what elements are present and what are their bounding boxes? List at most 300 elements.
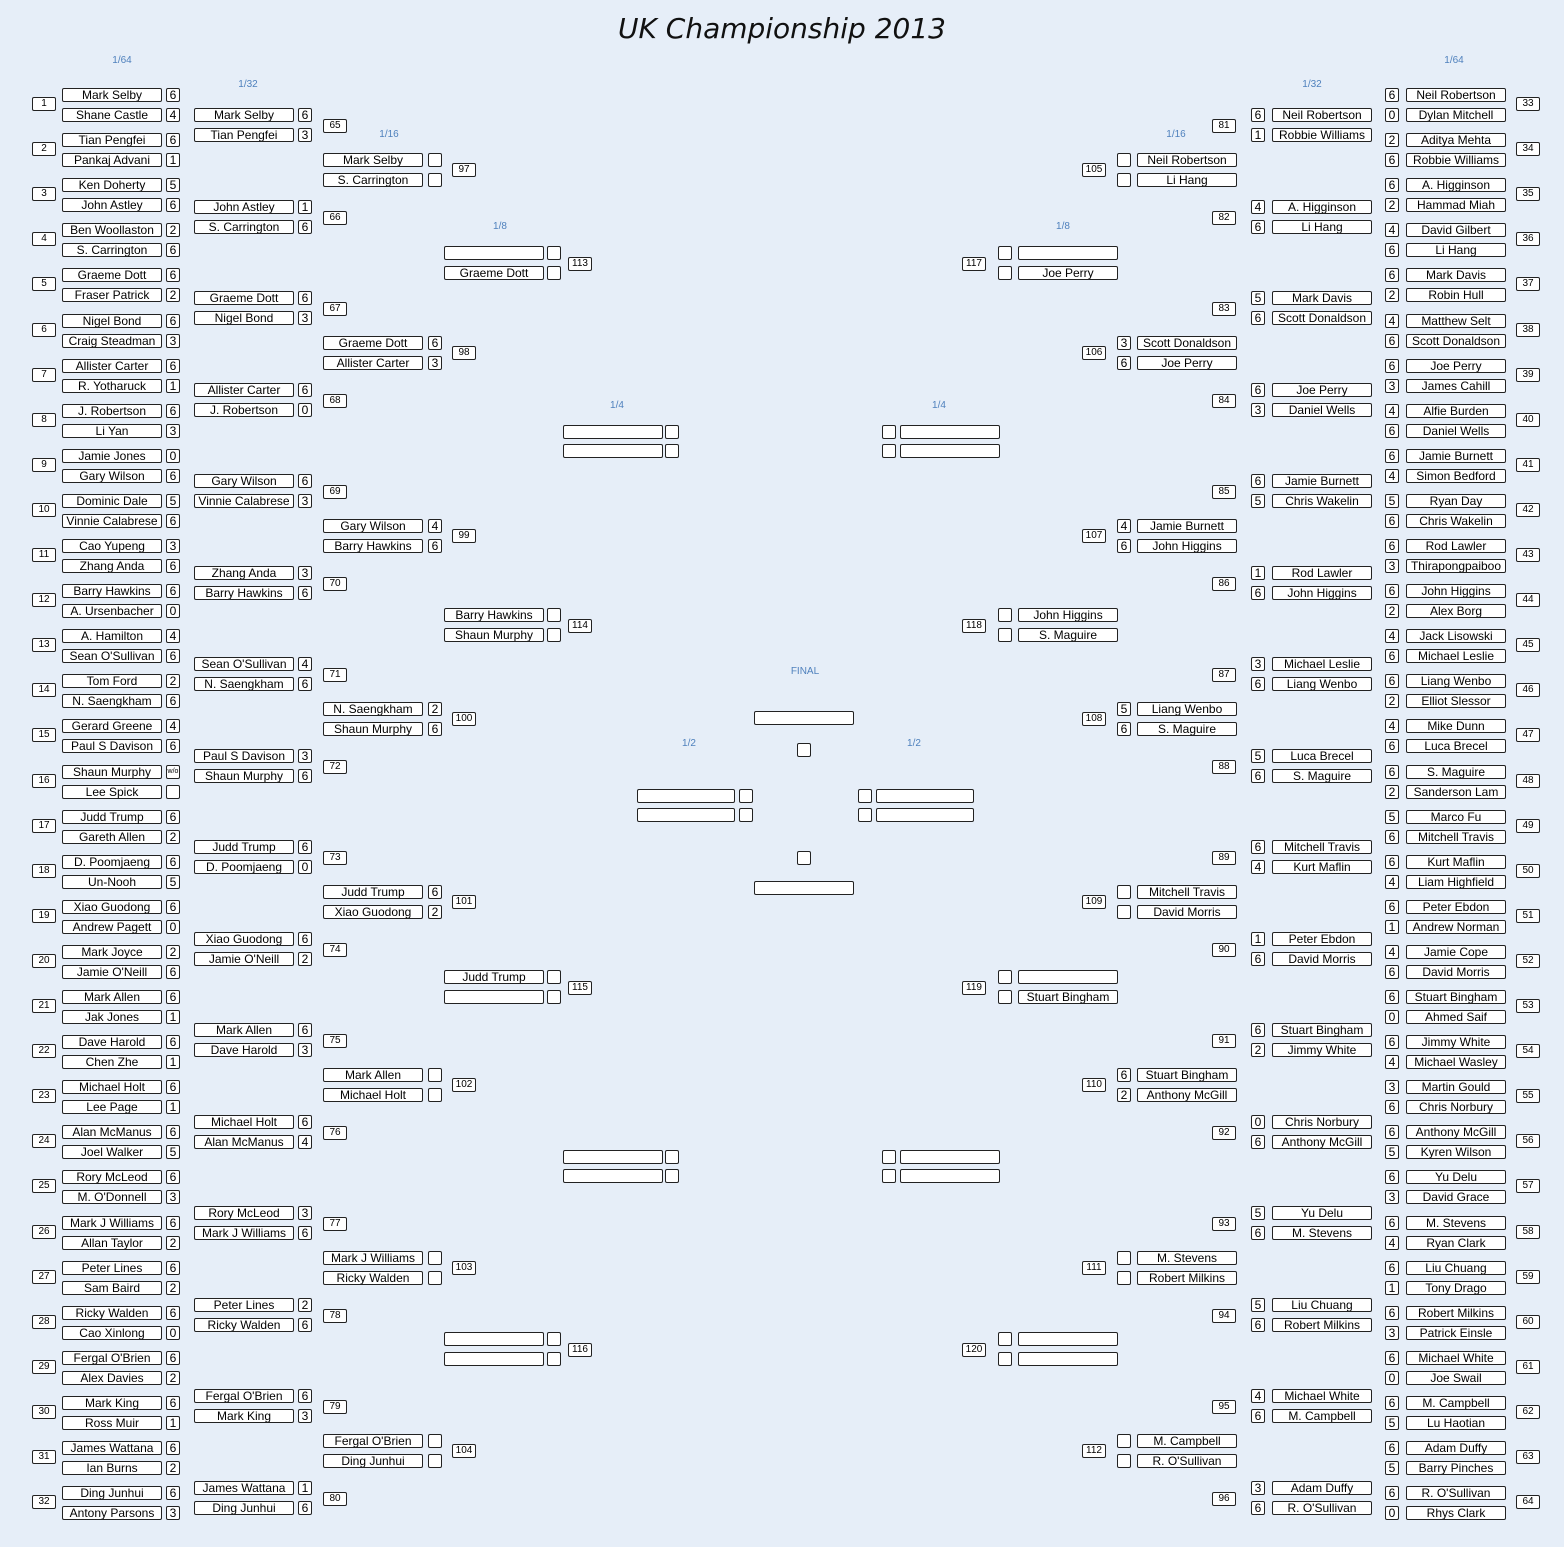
match-number-left-r64-4: 69 xyxy=(323,485,347,499)
match-number-left-r128-21: 22 xyxy=(32,1044,56,1058)
player-name-right-r128-16-1: Marco Fu xyxy=(1406,810,1506,824)
score-left-r64-2-1: 6 xyxy=(298,291,312,305)
score-left-r64-5-1: 3 xyxy=(298,566,312,580)
player-name-right-r64-13-2: Robert Milkins xyxy=(1272,1318,1372,1332)
player-name-left-r128-18-1: Xiao Guodong xyxy=(62,900,162,914)
score-left-qf-0-2 xyxy=(665,444,679,458)
match-number-left-r64-6: 71 xyxy=(323,668,347,682)
match-number-left-r64-0: 65 xyxy=(323,119,347,133)
score-right-r32-4-2 xyxy=(1117,905,1131,919)
player-name-right-r32-7-2: R. O'Sullivan xyxy=(1137,1454,1237,1468)
player-name-right-r128-18-2: Andrew Norman xyxy=(1406,920,1506,934)
round-label-left-sf: 1/2 xyxy=(682,738,696,749)
player-name-left-r64-2-2: Nigel Bond xyxy=(194,311,294,325)
player-name-right-r128-28-1: Michael White xyxy=(1406,1351,1506,1365)
player-name-right-r64-6-1: Michael Leslie xyxy=(1272,657,1372,671)
player-name-left-r128-1-1: Tian Pengfei xyxy=(62,133,162,147)
score-left-r32-2-2: 6 xyxy=(428,539,442,553)
score-right-r128-30-1: 6 xyxy=(1385,1441,1399,1455)
player-name-left-r128-29-1: Mark King xyxy=(62,1396,162,1410)
match-number-left-r64-9: 74 xyxy=(323,943,347,957)
score-right-r128-13-2: 2 xyxy=(1385,694,1399,708)
score-left-r128-16-1: 6 xyxy=(166,810,180,824)
match-number-left-r128-7: 8 xyxy=(32,413,56,427)
player-name-left-r128-24-2: M. O'Donnell xyxy=(62,1190,162,1204)
player-name-left-r16-2-2 xyxy=(444,990,544,1004)
score-right-r64-1-1: 4 xyxy=(1251,200,1265,214)
player-name-left-r128-22-1: Michael Holt xyxy=(62,1080,162,1094)
score-left-r128-1-1: 6 xyxy=(166,133,180,147)
player-name-right-r64-0-2: Robbie Williams xyxy=(1272,128,1372,142)
score-right-r128-27-2: 3 xyxy=(1385,1326,1399,1340)
score-left-r128-6-2: 1 xyxy=(166,379,180,393)
score-left-r128-31-1: 6 xyxy=(166,1486,180,1500)
score-right-r128-30-2: 5 xyxy=(1385,1461,1399,1475)
match-number-right-r128-29: 62 xyxy=(1516,1405,1540,1419)
player-name-right-qf-1-2 xyxy=(900,1169,1000,1183)
score-right-r64-13-2: 6 xyxy=(1251,1318,1265,1332)
score-left-r32-0-2 xyxy=(428,173,442,187)
score-left-r64-4-2: 3 xyxy=(298,494,312,508)
match-number-right-r128-7: 40 xyxy=(1516,413,1540,427)
score-left-r32-3-2: 6 xyxy=(428,722,442,736)
player-name-left-r128-25-1: Mark J Williams xyxy=(62,1216,162,1230)
match-number-left-r16-0: 113 xyxy=(568,257,592,271)
player-name-left-r128-7-2: Li Yan xyxy=(62,424,162,438)
score-left-r64-1-2: 6 xyxy=(298,220,312,234)
score-left-r64-11-2: 4 xyxy=(298,1135,312,1149)
score-left-r128-17-2: 5 xyxy=(166,875,180,889)
score-right-r64-6-2: 6 xyxy=(1251,677,1265,691)
score-right-r128-13-1: 6 xyxy=(1385,674,1399,688)
player-name-right-r64-0-1: Neil Robertson xyxy=(1272,108,1372,122)
player-name-left-r128-0-1: Mark Selby xyxy=(62,88,162,102)
score-right-r128-7-2: 6 xyxy=(1385,424,1399,438)
match-number-right-r32-5: 110 xyxy=(1082,1078,1106,1092)
score-left-r64-3-2: 0 xyxy=(298,403,312,417)
match-number-right-r128-3: 36 xyxy=(1516,232,1540,246)
match-number-left-r128-30: 31 xyxy=(32,1450,56,1464)
player-name-left-r32-2-2: Barry Hawkins xyxy=(323,539,423,553)
score-right-r64-14-2: 6 xyxy=(1251,1409,1265,1423)
score-right-r64-12-1: 5 xyxy=(1251,1206,1265,1220)
player-name-right-r64-12-2: M. Stevens xyxy=(1272,1226,1372,1240)
player-name-left-r32-2-1: Gary Wilson xyxy=(323,519,423,533)
score-left-qf-1-2 xyxy=(665,1169,679,1183)
player-name-left-r64-10-1: Mark Allen xyxy=(194,1023,294,1037)
player-name-right-r128-30-2: Barry Pinches xyxy=(1406,1461,1506,1475)
player-name-right-r64-14-1: Michael White xyxy=(1272,1389,1372,1403)
player-name-left-r64-11-1: Michael Holt xyxy=(194,1115,294,1129)
player-name-right-r128-9-2: Chris Wakelin xyxy=(1406,514,1506,528)
match-number-left-r64-10: 75 xyxy=(323,1034,347,1048)
score-left-r16-0-1 xyxy=(547,246,561,260)
round-label-left-r128: 1/64 xyxy=(112,55,132,66)
player-name-right-r32-0-1: Neil Robertson xyxy=(1137,153,1237,167)
player-name-right-r64-6-2: Liang Wenbo xyxy=(1272,677,1372,691)
match-number-left-r128-15: 16 xyxy=(32,774,56,788)
player-name-left-r64-3-2: J. Robertson xyxy=(194,403,294,417)
score-right-r128-2-1: 6 xyxy=(1385,178,1399,192)
player-name-right-r128-22-2: Chris Norbury xyxy=(1406,1100,1506,1114)
score-left-r64-9-1: 6 xyxy=(298,932,312,946)
score-right-r128-9-1: 5 xyxy=(1385,494,1399,508)
player-name-left-r128-23-2: Joel Walker xyxy=(62,1145,162,1159)
player-name-right-r128-31-1: R. O'Sullivan xyxy=(1406,1486,1506,1500)
player-name-right-r128-14-1: Mike Dunn xyxy=(1406,719,1506,733)
round-label-left-qf: 1/4 xyxy=(610,400,624,411)
score-left-qf-0-1 xyxy=(665,425,679,439)
player-name-right-r128-1-2: Robbie Williams xyxy=(1406,153,1506,167)
match-number-right-r64-7: 88 xyxy=(1212,760,1236,774)
score-right-r64-13-1: 5 xyxy=(1251,1298,1265,1312)
player-name-right-r64-8-1: Mitchell Travis xyxy=(1272,840,1372,854)
player-name-right-r64-15-2: R. O'Sullivan xyxy=(1272,1501,1372,1515)
player-name-right-r128-24-2: David Grace xyxy=(1406,1190,1506,1204)
score-left-r128-7-2: 3 xyxy=(166,424,180,438)
player-name-left-r32-6-1: Mark J Williams xyxy=(323,1251,423,1265)
score-left-r64-10-2: 3 xyxy=(298,1043,312,1057)
player-name-right-r64-2-2: Scott Donaldson xyxy=(1272,311,1372,325)
player-name-right-r32-7-1: M. Campbell xyxy=(1137,1434,1237,1448)
player-name-left-r128-16-1: Judd Trump xyxy=(62,810,162,824)
match-number-right-r128-26: 59 xyxy=(1516,1270,1540,1284)
score-left-r32-7-2 xyxy=(428,1454,442,1468)
match-number-right-r64-14: 95 xyxy=(1212,1400,1236,1414)
match-number-right-r128-2: 35 xyxy=(1516,187,1540,201)
player-name-right-r128-26-2: Tony Drago xyxy=(1406,1281,1506,1295)
match-number-left-r64-3: 68 xyxy=(323,394,347,408)
score-right-r128-6-1: 6 xyxy=(1385,359,1399,373)
score-left-r128-18-1: 6 xyxy=(166,900,180,914)
player-name-left-r64-5-1: Zhang Anda xyxy=(194,566,294,580)
player-name-left-r128-15-1: Shaun Murphy xyxy=(62,765,162,779)
player-name-right-r128-11-1: John Higgins xyxy=(1406,584,1506,598)
score-right-r128-11-1: 6 xyxy=(1385,584,1399,598)
score-right-r16-3-2 xyxy=(998,1352,1012,1366)
player-name-right-r32-5-1: Stuart Bingham xyxy=(1137,1068,1237,1082)
match-number-right-r128-25: 58 xyxy=(1516,1225,1540,1239)
player-name-left-r64-13-2: Ricky Walden xyxy=(194,1318,294,1332)
player-name-left-r32-3-1: N. Saengkham xyxy=(323,702,423,716)
player-name-left-r64-8-1: Judd Trump xyxy=(194,840,294,854)
player-name-left-r128-20-1: Mark Allen xyxy=(62,990,162,1004)
player-name-right-r32-4-2: David Morris xyxy=(1137,905,1237,919)
player-name-right-r128-12-1: Jack Lisowski xyxy=(1406,629,1506,643)
player-name-left-r64-4-2: Vinnie Calabrese xyxy=(194,494,294,508)
match-number-right-r128-23: 56 xyxy=(1516,1134,1540,1148)
score-right-r16-2-1 xyxy=(998,970,1012,984)
match-number-right-r128-17: 50 xyxy=(1516,864,1540,878)
match-number-left-r32-3: 100 xyxy=(452,712,476,726)
score-right-r128-9-2: 6 xyxy=(1385,514,1399,528)
score-right-r128-26-2: 1 xyxy=(1385,1281,1399,1295)
player-name-left-r16-0-2: Graeme Dott xyxy=(444,266,544,280)
match-number-left-r64-15: 80 xyxy=(323,1492,347,1506)
round-label-left-r16: 1/8 xyxy=(493,221,507,232)
score-left-r128-1-2: 1 xyxy=(166,153,180,167)
player-name-left-r64-7-2: Shaun Murphy xyxy=(194,769,294,783)
score-left-r128-12-2: 6 xyxy=(166,649,180,663)
match-number-right-r64-8: 89 xyxy=(1212,851,1236,865)
score-left-r128-17-1: 6 xyxy=(166,855,180,869)
match-number-right-r64-10: 91 xyxy=(1212,1034,1236,1048)
score-left-r32-5-1 xyxy=(428,1068,442,1082)
score-left-r128-3-1: 2 xyxy=(166,223,180,237)
score-left-r128-25-2: 2 xyxy=(166,1236,180,1250)
player-name-left-r32-0-2: S. Carrington xyxy=(323,173,423,187)
score-right-r32-0-1 xyxy=(1117,153,1131,167)
player-name-left-r128-20-2: Jak Jones xyxy=(62,1010,162,1024)
player-name-left-qf-1-2 xyxy=(563,1169,663,1183)
player-name-left-r128-29-2: Ross Muir xyxy=(62,1416,162,1430)
player-name-left-qf-0-1 xyxy=(563,425,663,439)
player-name-left-r64-15-2: Ding Junhui xyxy=(194,1501,294,1515)
score-left-r64-9-2: 2 xyxy=(298,952,312,966)
score-right-r128-26-1: 6 xyxy=(1385,1261,1399,1275)
player-name-right-r128-3-1: David Gilbert xyxy=(1406,223,1506,237)
score-left-r64-8-1: 6 xyxy=(298,840,312,854)
match-number-right-r128-5: 38 xyxy=(1516,323,1540,337)
player-name-left-r128-6-2: R. Yotharuck xyxy=(62,379,162,393)
player-name-right-r128-23-1: Anthony McGill xyxy=(1406,1125,1506,1139)
score-left-r128-19-2: 6 xyxy=(166,965,180,979)
score-left-r128-8-1: 0 xyxy=(166,449,180,463)
player-name-left-r64-1-1: John Astley xyxy=(194,200,294,214)
player-name-left-r64-10-2: Dave Harold xyxy=(194,1043,294,1057)
score-right-r128-20-2: 0 xyxy=(1385,1010,1399,1024)
player-name-left-r64-7-1: Paul S Davison xyxy=(194,749,294,763)
score-right-r64-15-1: 3 xyxy=(1251,1481,1265,1495)
score-right-r64-3-2: 3 xyxy=(1251,403,1265,417)
match-number-left-r128-10: 11 xyxy=(32,548,56,562)
score-right-r128-22-1: 3 xyxy=(1385,1080,1399,1094)
score-left-r128-29-1: 6 xyxy=(166,1396,180,1410)
player-name-left-r32-7-2: Ding Junhui xyxy=(323,1454,423,1468)
score-right-r16-0-2 xyxy=(998,266,1012,280)
player-name-right-r128-8-2: Simon Bedford xyxy=(1406,469,1506,483)
round-label-right-r16: 1/8 xyxy=(1056,221,1070,232)
score-left-r128-5-1: 6 xyxy=(166,314,180,328)
score-left-r128-29-2: 1 xyxy=(166,1416,180,1430)
match-number-right-r64-9: 90 xyxy=(1212,943,1236,957)
player-name-right-r128-18-1: Peter Ebdon xyxy=(1406,900,1506,914)
score-right-r64-9-2: 6 xyxy=(1251,952,1265,966)
score-left-r128-16-2: 2 xyxy=(166,830,180,844)
round-label-right-r32: 1/16 xyxy=(1166,129,1186,140)
player-name-left-r128-11-1: Barry Hawkins xyxy=(62,584,162,598)
match-number-left-r128-9: 10 xyxy=(32,503,56,517)
player-name-right-r64-3-1: Joe Perry xyxy=(1272,383,1372,397)
player-name-right-r128-17-2: Liam Highfield xyxy=(1406,875,1506,889)
player-name-left-r64-12-2: Mark J Williams xyxy=(194,1226,294,1240)
player-name-right-r64-9-1: Peter Ebdon xyxy=(1272,932,1372,946)
player-name-right-r64-11-2: Anthony McGill xyxy=(1272,1135,1372,1149)
player-name-left-r32-4-2: Xiao Guodong xyxy=(323,905,423,919)
round-label-right-r64: 1/32 xyxy=(1302,79,1322,90)
score-right-r32-2-2: 6 xyxy=(1117,539,1131,553)
player-name-right-r16-0-2: Joe Perry xyxy=(1018,266,1118,280)
player-name-right-r32-5-2: Anthony McGill xyxy=(1137,1088,1237,1102)
match-number-right-r32-7: 112 xyxy=(1082,1444,1106,1458)
score-left-r32-3-1: 2 xyxy=(428,702,442,716)
score-left-r64-13-2: 6 xyxy=(298,1318,312,1332)
player-name-right-r128-8-1: Jamie Burnett xyxy=(1406,449,1506,463)
player-name-right-r64-5-1: Rod Lawler xyxy=(1272,566,1372,580)
player-name-right-r128-6-2: James Cahill xyxy=(1406,379,1506,393)
player-name-right-r128-21-2: Michael Wasley xyxy=(1406,1055,1506,1069)
score-right-r128-11-2: 2 xyxy=(1385,604,1399,618)
score-right-r128-15-1: 6 xyxy=(1385,765,1399,779)
match-number-left-r16-2: 115 xyxy=(568,981,592,995)
player-name-left-r128-18-2: Andrew Pagett xyxy=(62,920,162,934)
player-name-right-r16-2-1 xyxy=(1018,970,1118,984)
match-number-left-r128-17: 18 xyxy=(32,864,56,878)
score-right-r64-8-1: 6 xyxy=(1251,840,1265,854)
player-name-left-r128-27-1: Ricky Walden xyxy=(62,1306,162,1320)
player-name-right-r128-13-1: Liang Wenbo xyxy=(1406,674,1506,688)
score-right-r64-4-1: 6 xyxy=(1251,474,1265,488)
player-name-left-qf-1-1 xyxy=(563,1150,663,1164)
player-name-right-r16-3-1 xyxy=(1018,1332,1118,1346)
match-number-right-r128-24: 57 xyxy=(1516,1179,1540,1193)
player-name-right-r32-6-2: Robert Milkins xyxy=(1137,1271,1237,1285)
player-name-left-r128-7-1: J. Robertson xyxy=(62,404,162,418)
score-right-r128-5-1: 4 xyxy=(1385,314,1399,328)
score-right-r64-0-2: 1 xyxy=(1251,128,1265,142)
score-right-r128-20-1: 6 xyxy=(1385,990,1399,1004)
score-left-r128-28-2: 2 xyxy=(166,1371,180,1385)
match-number-right-r16-1: 118 xyxy=(962,619,986,633)
score-left-r16-3-1 xyxy=(547,1332,561,1346)
score-right-r128-8-1: 6 xyxy=(1385,449,1399,463)
match-number-right-r32-6: 111 xyxy=(1082,1261,1106,1275)
player-name-right-r64-13-1: Liu Chuang xyxy=(1272,1298,1372,1312)
player-name-right-r128-20-1: Stuart Bingham xyxy=(1406,990,1506,1004)
score-left-r128-22-2: 1 xyxy=(166,1100,180,1114)
player-name-left-r128-22-2: Lee Page xyxy=(62,1100,162,1114)
player-name-right-r128-15-1: S. Maguire xyxy=(1406,765,1506,779)
player-name-right-r128-13-2: Elliot Slessor xyxy=(1406,694,1506,708)
score-left-r128-10-1: 3 xyxy=(166,539,180,553)
match-number-right-r128-12: 45 xyxy=(1516,638,1540,652)
match-number-right-r128-4: 37 xyxy=(1516,277,1540,291)
player-name-left-r128-13-2: N. Saengkham xyxy=(62,694,162,708)
score-right-r32-4-1 xyxy=(1117,885,1131,899)
score-left-r64-15-2: 6 xyxy=(298,1501,312,1515)
score-right-r128-12-2: 6 xyxy=(1385,649,1399,663)
final-player-1 xyxy=(754,711,854,725)
player-name-left-r32-7-1: Fergal O'Brien xyxy=(323,1434,423,1448)
player-name-right-r32-3-2: S. Maguire xyxy=(1137,722,1237,736)
score-left-r128-30-1: 6 xyxy=(166,1441,180,1455)
score-left-r128-2-1: 5 xyxy=(166,178,180,192)
score-right-sf-0-1 xyxy=(858,789,872,803)
player-name-left-qf-0-2 xyxy=(563,444,663,458)
final-score-2 xyxy=(797,851,811,865)
score-right-r64-11-2: 6 xyxy=(1251,1135,1265,1149)
score-left-r128-0-2: 4 xyxy=(166,108,180,122)
score-right-r128-18-1: 6 xyxy=(1385,900,1399,914)
score-left-r128-24-1: 6 xyxy=(166,1170,180,1184)
score-right-qf-1-1 xyxy=(882,1150,896,1164)
player-name-left-r64-11-2: Alan McManus xyxy=(194,1135,294,1149)
match-number-right-r128-14: 47 xyxy=(1516,728,1540,742)
player-name-right-qf-0-1 xyxy=(900,425,1000,439)
player-name-right-r128-2-2: Hammad Miah xyxy=(1406,198,1506,212)
match-number-right-r64-1: 82 xyxy=(1212,211,1236,225)
match-number-left-r64-11: 76 xyxy=(323,1126,347,1140)
match-number-left-r128-0: 1 xyxy=(32,97,56,111)
player-name-left-r16-1-2: Shaun Murphy xyxy=(444,628,544,642)
score-right-r128-31-2: 0 xyxy=(1385,1506,1399,1520)
player-name-right-r32-1-1: Scott Donaldson xyxy=(1137,336,1237,350)
score-right-qf-0-1 xyxy=(882,425,896,439)
player-name-right-sf-0-1 xyxy=(876,789,974,803)
score-right-r16-2-2 xyxy=(998,990,1012,1004)
player-name-left-r128-5-2: Craig Steadman xyxy=(62,334,162,348)
player-name-right-r128-17-1: Kurt Maflin xyxy=(1406,855,1506,869)
score-left-r32-1-1: 6 xyxy=(428,336,442,350)
match-number-left-r128-2: 3 xyxy=(32,187,56,201)
score-right-r64-7-2: 6 xyxy=(1251,769,1265,783)
match-number-left-r128-24: 25 xyxy=(32,1179,56,1193)
match-number-right-r64-0: 81 xyxy=(1212,119,1236,133)
player-name-left-sf-0-1 xyxy=(637,789,735,803)
match-number-right-r128-19: 52 xyxy=(1516,954,1540,968)
score-right-r32-1-1: 3 xyxy=(1117,336,1131,350)
match-number-left-r128-1: 2 xyxy=(32,142,56,156)
score-right-r32-6-2 xyxy=(1117,1271,1131,1285)
score-left-r64-11-1: 6 xyxy=(298,1115,312,1129)
score-left-r128-20-1: 6 xyxy=(166,990,180,1004)
match-number-left-r32-1: 98 xyxy=(452,346,476,360)
score-left-r64-0-1: 6 xyxy=(298,108,312,122)
match-number-left-r128-22: 23 xyxy=(32,1089,56,1103)
player-name-right-qf-1-1 xyxy=(900,1150,1000,1164)
player-name-left-r128-14-2: Paul S Davison xyxy=(62,739,162,753)
match-number-right-r128-8: 41 xyxy=(1516,458,1540,472)
score-right-r128-5-2: 6 xyxy=(1385,334,1399,348)
player-name-right-r128-26-1: Liu Chuang xyxy=(1406,1261,1506,1275)
player-name-left-r128-11-2: A. Ursenbacher xyxy=(62,604,162,618)
score-left-r32-6-2 xyxy=(428,1271,442,1285)
score-right-r128-21-1: 6 xyxy=(1385,1035,1399,1049)
score-right-r128-2-2: 2 xyxy=(1385,198,1399,212)
player-name-left-r64-0-1: Mark Selby xyxy=(194,108,294,122)
match-number-right-r128-30: 63 xyxy=(1516,1450,1540,1464)
score-left-r64-7-2: 6 xyxy=(298,769,312,783)
match-number-left-r16-3: 116 xyxy=(568,1343,592,1357)
score-left-r128-21-1: 6 xyxy=(166,1035,180,1049)
score-left-r16-1-2 xyxy=(547,628,561,642)
player-name-left-r128-28-1: Fergal O'Brien xyxy=(62,1351,162,1365)
score-right-r64-0-1: 6 xyxy=(1251,108,1265,122)
score-right-r128-12-1: 4 xyxy=(1385,629,1399,643)
player-name-left-r64-2-1: Graeme Dott xyxy=(194,291,294,305)
player-name-right-r128-6-1: Joe Perry xyxy=(1406,359,1506,373)
match-number-left-r128-13: 14 xyxy=(32,683,56,697)
match-number-right-r128-16: 49 xyxy=(1516,819,1540,833)
player-name-right-r128-4-1: Mark Davis xyxy=(1406,268,1506,282)
match-number-right-r128-27: 60 xyxy=(1516,1315,1540,1329)
score-right-r32-3-2: 6 xyxy=(1117,722,1131,736)
player-name-right-r16-2-2: Stuart Bingham xyxy=(1018,990,1118,1004)
score-left-r128-6-1: 6 xyxy=(166,359,180,373)
score-left-r128-9-1: 5 xyxy=(166,494,180,508)
score-right-r128-4-1: 6 xyxy=(1385,268,1399,282)
match-number-left-r128-26: 27 xyxy=(32,1270,56,1284)
